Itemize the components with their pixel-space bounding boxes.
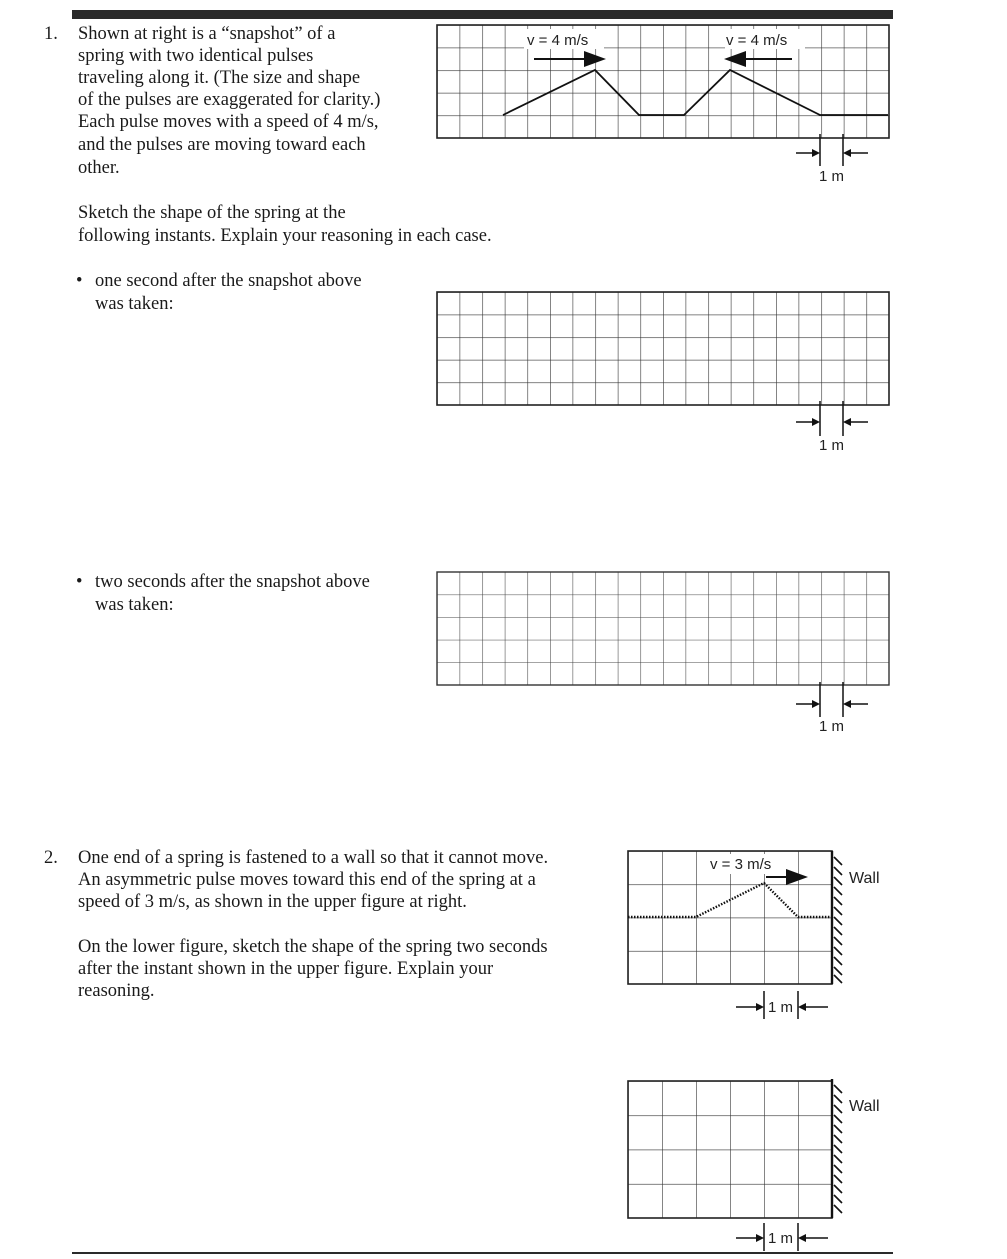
problem-2-instruction-line: On the lower figure, sketch the shape of the spring two seconds: [78, 937, 548, 957]
scale-label: 1 m: [768, 1230, 794, 1247]
scale-label: 1 m: [819, 718, 845, 735]
problem-2-instruction-line: reasoning.: [78, 981, 155, 1001]
velocity-label-left: v = 4 m/s: [527, 32, 589, 49]
problem-1-intro-line: other.: [78, 158, 120, 178]
bullet-1-line: one second after the snapshot above: [95, 271, 362, 291]
velocity-label: v = 3 m/s: [710, 856, 772, 873]
problem-2-text-line: One end of a spring is fastened to a wall so that it cannot move.: [78, 848, 549, 868]
top-rule: [72, 10, 893, 19]
grid-cells: [628, 1081, 832, 1218]
answer-grid-two-seconds[interactable]: [430, 567, 900, 737]
scale-label: 1 m: [768, 999, 794, 1016]
wall-label: Wall: [849, 1098, 880, 1115]
problem-1-number: 1.: [44, 24, 58, 44]
scale-bar: [796, 134, 868, 166]
bullet-marker: •: [76, 271, 83, 291]
scale-label: 1 m: [819, 437, 845, 454]
problem-1-intro-line: and the pulses are moving toward each: [78, 135, 366, 155]
grid-cells: [437, 25, 889, 138]
bullet-marker: •: [76, 572, 83, 592]
problem-2-text-line: An asymmetric pulse moves toward this end of the spring at a: [78, 870, 536, 890]
problem-2-instruction-line: after the instant shown in the upper figure. Explain your: [78, 959, 494, 979]
problem-1-intro-line: of the pulses are exaggerated for clarity.): [78, 90, 381, 110]
bullet-2-line: two seconds after the snapshot above: [95, 572, 370, 592]
wall-figure-lower[interactable]: [620, 1073, 900, 1253]
answer-grid-one-second[interactable]: [430, 286, 900, 456]
scale-bar: [796, 401, 868, 436]
problem-1-intro-line: traveling along it. (The size and shape: [78, 68, 361, 88]
grid-cells: [437, 572, 889, 685]
velocity-label-right: v = 4 m/s: [726, 32, 788, 49]
scale-bar: [796, 682, 868, 717]
snapshot-grid-figure: [430, 20, 900, 190]
wall-hatching: [832, 851, 842, 984]
wall-hatching: [832, 1079, 842, 1218]
problem-2-text-line: speed of 3 m/s, as shown in the upper figure at right.: [78, 892, 467, 912]
scale-label: 1 m: [819, 168, 845, 185]
problem-1-instruction-line: following instants. Explain your reasoning in each case.: [78, 226, 492, 246]
problem-1-intro-line: Each pulse moves with a speed of 4 m/s,: [78, 112, 379, 132]
wall-figure-upper: [620, 843, 900, 1023]
bottom-rule: [72, 1252, 893, 1254]
wall-label: Wall: [849, 870, 880, 887]
bullet-1-line: was taken:: [95, 294, 174, 314]
bullet-2-line: was taken:: [95, 595, 174, 615]
problem-1-instruction-line: Sketch the shape of the spring at the: [78, 203, 346, 223]
problem-1-intro-line: Shown at right is a “snapshot” of a: [78, 24, 336, 44]
grid-cells: [437, 292, 889, 405]
problem-1-intro-line: spring with two identical pulses: [78, 46, 314, 66]
problem-2-number: 2.: [44, 848, 58, 868]
